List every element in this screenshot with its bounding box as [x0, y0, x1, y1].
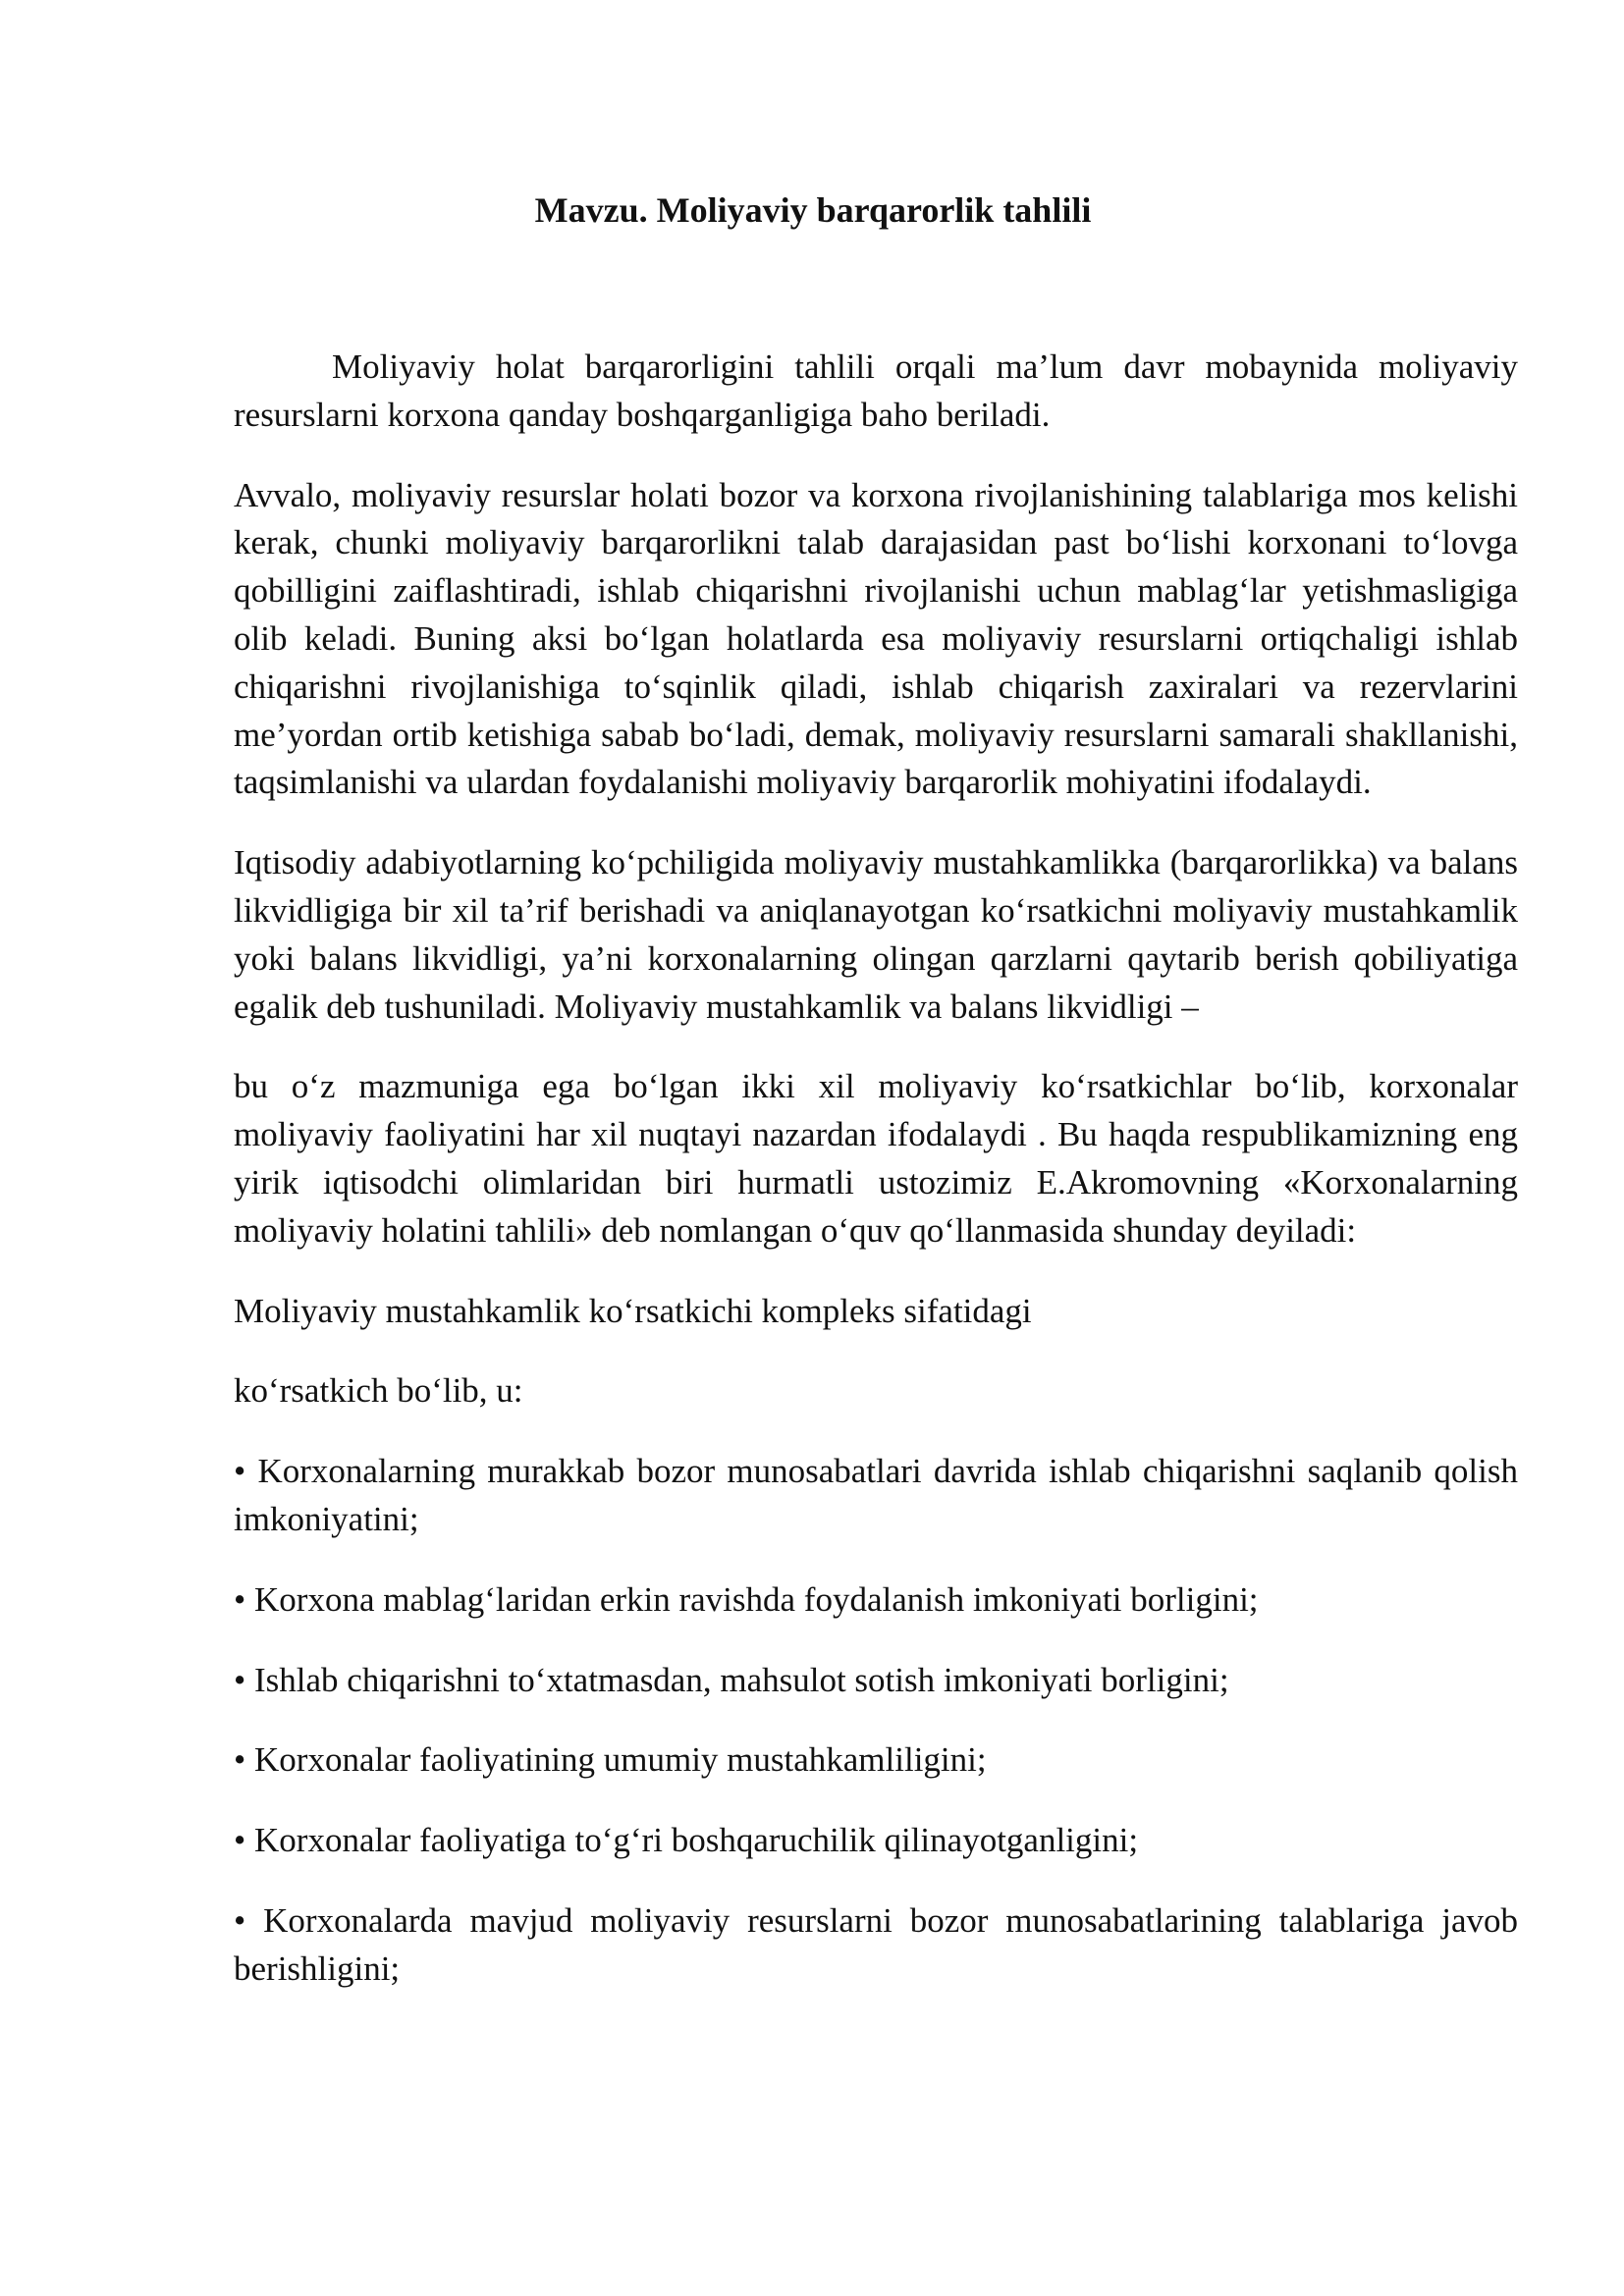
- paragraph-resources: Avvalo, moliyaviy resurslar holati bozor va korxona rivojlanishining talablariga mos kelishi kerak, chunki moliyaviy barqarorlikni talab darajasidan past bo‘lishi korxonani to‘lovga qobilligini zaiflashtiradi, ishlab chiqarishni rivojlanishi uchun mablag‘lar yetishmasligiga olib keladi. Buning aksi bo‘lgan holatlarda esa moliyaviy resurslarni ortiqchaligi ishlab chiqarishni rivojlanishiga to‘sqinlik qiladi, ishlab chiqarish zaxiralari va rezervlarini me’yordan ortib ketishiga sabab bo‘ladi, demak, moliyaviy resurslarni samarali shakllanishi, taqsimlanishi va ulardan foydalanishi moliyaviy barqarorlik mohiyatini ifodalaydi.: [234, 475, 1518, 802]
- list-item: [234, 1576, 1518, 1625]
- list-item-text: Korxonalarda mavjud moliyaviy resurslarni bozor munosabatlarining talablariga javob berishligini;: [234, 1900, 1519, 1988]
- list-item-text: Korxonalarning murakkab bozor munosabatlari davrida ishlab chiqarishni saqlanib qolish imkoniyatini;: [234, 1452, 1519, 1538]
- bullet-mark: •: [234, 1740, 246, 1780]
- list-item: [234, 1736, 1518, 1785]
- bullet-mark: •: [234, 1821, 246, 1860]
- paragraph-akromov: bu o‘z mazmuniga ega bo‘lgan ikki xil moliyaviy ko‘rsatkichlar bo‘lib, korxonalar moliyaviy faoliyatini har xil nuqtayi nazardan ifodalaydi . Bu haqda respublikamizning eng yirik iqtisodchi olimlaridan biri hurmatli ustozimiz E.Akromovning «Korxonalarning moliyaviy holatini tahlili» deb nomlangan o‘quv qo‘llanmasida shunday deyiladi:: [234, 1067, 1518, 1250]
- bullet-mark: •: [234, 1452, 246, 1491]
- list-item-text: Korxona mablag‘laridan erkin ravishda foydalanish imkoniyati borligini;: [254, 1579, 1259, 1619]
- document-body: [234, 344, 1518, 2026]
- bullet-mark: •: [234, 1579, 246, 1619]
- list-item-text: Korxonalar faoliyatiga to‘g‘ri boshqaruchilik qilinayotganligini;: [254, 1821, 1139, 1860]
- bullet-mark: •: [234, 1900, 246, 1940]
- paragraph-literature: Iqtisodiy adabiyotlarning ko‘pchiligida moliyaviy mustahkamlikka (barqarorlikka) va balans likvidligiga bir xil ta’rif berishadi va aniqlanayotgan ko‘rsatkichni moliyaviy mustahkamlik yoki balans likvidligi, ya’ni korxonalarning olingan qarzlarni qaytarib berish qobiliyatiga egalik deb tushuniladi. Moliyaviy mustahkamlik va balans likvidligi –: [234, 843, 1518, 1026]
- bullet-mark: •: [234, 1660, 246, 1699]
- paragraph-complex-indicator: Moliyaviy mustahkamlik ko‘rsatkichi kompleks sifatidagi: [234, 1291, 1032, 1330]
- list-item: [234, 1897, 1518, 1994]
- list-item: [234, 1448, 1518, 1544]
- list-item: [234, 1817, 1518, 1865]
- list-item-text: Korxonalar faoliyatining umumiy mustahkamliligini;: [254, 1740, 987, 1780]
- paragraph-indicator-lead: ko‘rsatkich bo‘lib, u:: [234, 1371, 523, 1411]
- paragraph-intro: Moliyaviy holat barqarorligini tahlili orqali ma’lum davr mobaynida moliyaviy resurslarni korxona qanday boshqarganligiga baho beriladi.: [234, 347, 1518, 434]
- list-item-text: Ishlab chiqarishni to‘xtatmasdan, mahsulot sotish imkoniyati borligini;: [254, 1660, 1229, 1699]
- document-title: Mavzu. Moliyaviy barqarorlik tahlili: [534, 190, 1092, 230]
- list-item: [234, 1657, 1518, 1705]
